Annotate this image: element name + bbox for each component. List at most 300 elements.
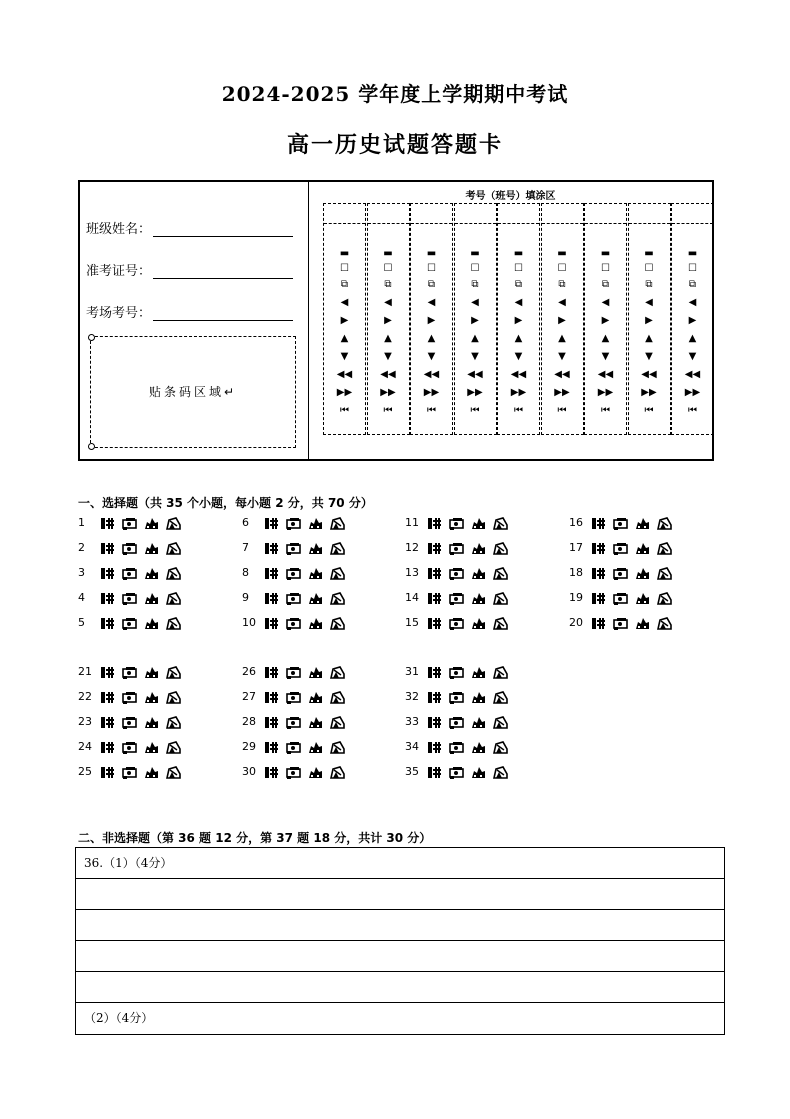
option-d-icon[interactable]	[166, 716, 181, 729]
option-a-icon[interactable]	[100, 517, 115, 530]
option-a-icon[interactable]	[427, 766, 442, 779]
option-b-icon[interactable]	[122, 666, 137, 679]
fill-bubble-icon[interactable]: ☐	[688, 263, 697, 274]
option-c-icon[interactable]	[471, 741, 486, 754]
fill-bubble-icon[interactable]: ◀◀	[684, 369, 701, 380]
mc-question	[242, 739, 352, 755]
option-a-icon[interactable]	[264, 517, 279, 530]
question-number: 23	[78, 715, 92, 728]
fill-bubble-icon[interactable]: ▶	[688, 315, 697, 326]
option-c-icon[interactable]	[144, 716, 159, 729]
mc-question	[242, 714, 352, 730]
fill-bubble-icon[interactable]: ▬	[339, 248, 350, 259]
option-c-icon[interactable]	[471, 666, 486, 679]
room-seat-field[interactable]	[86, 302, 293, 321]
option-a-icon[interactable]	[591, 617, 606, 630]
exam-title: 2024-2025 学年度上学期期中考试	[221, 82, 569, 106]
option-a-icon[interactable]	[100, 592, 115, 605]
fill-bubble-icon[interactable]: ▲	[645, 333, 653, 344]
room-seat-label: 考场考号：	[86, 306, 152, 321]
option-b-icon[interactable]	[449, 691, 464, 704]
option-d-icon[interactable]	[657, 617, 672, 630]
option-b-icon[interactable]	[286, 741, 301, 754]
option-b-icon[interactable]	[613, 517, 628, 530]
answer-row[interactable]	[76, 910, 724, 941]
id-digit-column[interactable]	[410, 203, 453, 435]
option-c-icon[interactable]	[635, 617, 650, 630]
option-a-icon[interactable]	[427, 666, 442, 679]
option-b-icon[interactable]	[449, 542, 464, 555]
fill-bubble-icon[interactable]: ▶▶	[641, 387, 657, 398]
option-b-icon[interactable]	[286, 691, 301, 704]
section2-title: 二、非选择题（第 36 题 12 分，第 37 题 18 分，共计 30 分）	[78, 831, 432, 845]
mc-question	[242, 764, 352, 780]
id-digit-column[interactable]	[541, 203, 584, 435]
question-number: 5	[78, 616, 85, 629]
fill-bubble-icon[interactable]: ☐	[383, 263, 393, 274]
answer-row[interactable]	[76, 1003, 724, 1034]
option-c-icon[interactable]	[144, 517, 159, 530]
option-d-icon[interactable]	[330, 766, 345, 779]
option-b-icon[interactable]	[122, 741, 137, 754]
option-c-icon[interactable]	[144, 666, 159, 679]
option-b-icon[interactable]	[286, 567, 301, 580]
option-d-icon[interactable]	[330, 666, 345, 679]
option-c-icon[interactable]	[144, 542, 159, 555]
id-digit-column[interactable]	[497, 203, 540, 435]
option-c-icon[interactable]	[308, 517, 323, 530]
fill-bubble-icon[interactable]: ☐	[340, 263, 349, 274]
fill-bubble-icon[interactable]: ⏮	[427, 405, 436, 416]
mc-question	[242, 689, 352, 705]
option-d-icon[interactable]	[657, 592, 672, 605]
fill-bubble-icon[interactable]: ▶▶	[380, 387, 396, 398]
option-b-icon[interactable]	[122, 766, 137, 779]
option-d-icon[interactable]	[493, 592, 508, 605]
option-d-icon[interactable]	[493, 517, 508, 530]
option-c-icon[interactable]	[144, 617, 159, 630]
fill-bubble-icon[interactable]: ⧉	[471, 279, 479, 290]
fill-bubble-icon[interactable]: ◀	[340, 297, 349, 308]
section1-title: 一、选择题（共 35 个小题，每小题 2 分，共 70 分）	[78, 496, 373, 510]
question-number: 35	[405, 765, 419, 778]
option-c-icon[interactable]	[635, 542, 650, 555]
option-c-icon[interactable]	[308, 691, 323, 704]
fill-bubble-icon[interactable]: ◀◀	[554, 369, 570, 380]
mc-question	[78, 540, 188, 556]
option-b-icon[interactable]	[449, 517, 464, 530]
fill-bubble-icon[interactable]: ⧉	[601, 279, 610, 290]
option-b-icon[interactable]	[449, 766, 464, 779]
fill-bubble-icon[interactable]: ▲	[471, 333, 479, 344]
fill-bubble-icon[interactable]: ☐	[644, 263, 654, 274]
option-c-icon[interactable]	[471, 592, 486, 605]
option-b-icon[interactable]	[449, 741, 464, 754]
option-b-icon[interactable]	[122, 517, 137, 530]
fill-bubble-icon[interactable]: ◀◀	[423, 369, 440, 380]
fill-bubble-icon[interactable]: ▲	[427, 333, 436, 344]
option-c-icon[interactable]	[308, 741, 323, 754]
option-d-icon[interactable]	[330, 567, 345, 580]
option-b-icon[interactable]	[613, 592, 628, 605]
option-c-icon[interactable]	[308, 766, 323, 779]
fill-bubble-icon[interactable]: ◀	[688, 297, 697, 308]
fill-bubble-icon[interactable]: ☐	[470, 263, 480, 274]
fill-bubble-icon[interactable]: ⧉	[558, 279, 566, 290]
fill-bubble-icon[interactable]: ▼	[601, 351, 610, 362]
question-number: 26	[242, 665, 256, 678]
fill-bubble-icon[interactable]: ◀◀	[467, 369, 483, 380]
fill-bubble-icon[interactable]: ⏮	[383, 405, 393, 416]
mc-question	[242, 565, 352, 581]
option-d-icon[interactable]	[493, 567, 508, 580]
fill-bubble-icon[interactable]: ▶▶	[336, 387, 353, 398]
option-d-icon[interactable]	[330, 617, 345, 630]
fill-bubble-icon[interactable]: ◀◀	[510, 369, 527, 380]
question-number: 3	[78, 566, 85, 579]
option-b-icon[interactable]	[122, 716, 137, 729]
fill-bubble-icon[interactable]: ▶	[384, 315, 392, 326]
fill-bubble-icon[interactable]: ▬	[644, 248, 654, 259]
corner-marker	[88, 443, 95, 450]
option-c-icon[interactable]	[635, 592, 650, 605]
option-d-icon[interactable]	[657, 542, 672, 555]
id-digit-column[interactable]	[584, 203, 627, 435]
option-a-icon[interactable]	[100, 542, 115, 555]
option-b-icon[interactable]	[286, 666, 301, 679]
fill-bubble-icon[interactable]: ▬	[426, 248, 437, 259]
corner-marker	[88, 334, 95, 341]
option-c-icon[interactable]	[308, 617, 323, 630]
mc-question	[242, 515, 352, 531]
option-b-icon[interactable]	[449, 567, 464, 580]
option-c-icon[interactable]	[308, 542, 323, 555]
option-a-icon[interactable]	[591, 592, 606, 605]
option-d-icon[interactable]	[166, 567, 181, 580]
option-d-icon[interactable]	[330, 716, 345, 729]
fill-bubble-icon[interactable]: ▬	[470, 248, 480, 259]
fill-bubble-icon[interactable]: ◀	[514, 297, 523, 308]
option-a-icon[interactable]	[264, 617, 279, 630]
option-d-icon[interactable]	[330, 542, 345, 555]
question-number: 16	[569, 516, 583, 529]
option-c-icon[interactable]	[144, 766, 159, 779]
option-c-icon[interactable]	[471, 567, 486, 580]
fill-bubble-icon[interactable]: ⏮	[514, 405, 523, 416]
option-d-icon[interactable]	[493, 716, 508, 729]
mc-question	[405, 590, 515, 606]
option-d-icon[interactable]	[493, 691, 508, 704]
option-b-icon[interactable]	[286, 617, 301, 630]
fill-bubble-icon[interactable]: ⏮	[688, 405, 697, 416]
fill-bubble-icon[interactable]: ⏮	[644, 405, 654, 416]
fill-bubble-icon[interactable]: ◀◀	[380, 369, 396, 380]
fill-bubble-icon[interactable]: ☐	[514, 263, 523, 274]
option-a-icon[interactable]	[264, 766, 279, 779]
option-d-icon[interactable]	[166, 766, 181, 779]
fill-bubble-icon[interactable]: ◀	[601, 297, 610, 308]
option-a-icon[interactable]	[264, 542, 279, 555]
fill-bubble-icon[interactable]: ⏮	[340, 405, 349, 416]
fill-bubble-icon[interactable]: ⧉	[427, 279, 436, 290]
option-a-icon[interactable]	[264, 592, 279, 605]
fill-bubble-icon[interactable]: ◀	[384, 297, 392, 308]
mc-question	[569, 615, 679, 631]
id-digit-cell	[411, 204, 452, 224]
question-number: 25	[78, 765, 92, 778]
option-a-icon[interactable]	[427, 716, 442, 729]
option-b-icon[interactable]	[122, 542, 137, 555]
option-c-icon[interactable]	[635, 517, 650, 530]
option-b-icon[interactable]	[286, 592, 301, 605]
question-number: 8	[242, 566, 249, 579]
fill-bubble-icon[interactable]: ◀◀	[597, 369, 614, 380]
exam-id-line	[153, 264, 293, 279]
option-d-icon[interactable]	[657, 517, 672, 530]
question-number: 34	[405, 740, 419, 753]
fill-bubble-icon[interactable]: ▼	[340, 351, 349, 362]
option-d-icon[interactable]	[493, 766, 508, 779]
fill-bubble-icon[interactable]: ▼	[645, 351, 653, 362]
option-d-icon[interactable]	[166, 517, 181, 530]
mc-question	[242, 590, 352, 606]
fill-bubble-icon[interactable]: ⏮	[470, 405, 480, 416]
option-c-icon[interactable]	[471, 542, 486, 555]
option-d-icon[interactable]	[330, 517, 345, 530]
option-c-icon[interactable]	[144, 592, 159, 605]
option-b-icon[interactable]	[122, 592, 137, 605]
question-number: 2	[78, 541, 85, 554]
option-d-icon[interactable]	[493, 741, 508, 754]
option-a-icon[interactable]	[427, 741, 442, 754]
fill-bubble-icon[interactable]: ⏮	[557, 405, 567, 416]
option-d-icon[interactable]	[166, 542, 181, 555]
option-a-icon[interactable]	[591, 542, 606, 555]
option-a-icon[interactable]	[264, 716, 279, 729]
mc-question	[405, 714, 515, 730]
fill-bubble-icon[interactable]: ☐	[427, 263, 436, 274]
mc-question	[78, 714, 188, 730]
option-b-icon[interactable]	[449, 592, 464, 605]
id-digit-cell	[585, 204, 626, 224]
option-d-icon[interactable]	[330, 592, 345, 605]
option-a-icon[interactable]	[427, 567, 442, 580]
option-a-icon[interactable]	[427, 617, 442, 630]
option-b-icon[interactable]	[449, 617, 464, 630]
option-a-icon[interactable]	[264, 567, 279, 580]
fill-bubble-icon[interactable]: ▲	[558, 333, 566, 344]
fill-bubble-icon[interactable]: ▶	[471, 315, 479, 326]
option-b-icon[interactable]	[286, 716, 301, 729]
option-b-icon[interactable]	[613, 567, 628, 580]
option-b-icon[interactable]	[122, 567, 137, 580]
option-c-icon[interactable]	[308, 592, 323, 605]
room-seat-line	[153, 306, 293, 321]
fill-bubble-icon[interactable]: ◀	[645, 297, 653, 308]
fill-bubble-icon[interactable]: ▶▶	[423, 387, 440, 398]
option-a-icon[interactable]	[264, 691, 279, 704]
option-c-icon[interactable]	[308, 666, 323, 679]
mc-question	[569, 565, 679, 581]
option-a-icon[interactable]	[427, 592, 442, 605]
fill-bubble-icon[interactable]: ▬	[557, 248, 567, 259]
fill-bubble-icon[interactable]: ☐	[601, 263, 610, 274]
option-b-icon[interactable]	[449, 666, 464, 679]
option-d-icon[interactable]	[493, 666, 508, 679]
fill-bubble-icon[interactable]: ▬	[513, 248, 524, 259]
option-d-icon[interactable]	[493, 617, 508, 630]
fill-bubble-icon[interactable]: ▶▶	[554, 387, 570, 398]
option-a-icon[interactable]	[100, 567, 115, 580]
mc-question	[78, 515, 188, 531]
class-name-field[interactable]	[86, 218, 293, 237]
option-a-icon[interactable]	[100, 617, 115, 630]
option-d-icon[interactable]	[330, 741, 345, 754]
fill-bubble-icon[interactable]: ◀	[558, 297, 566, 308]
fill-bubble-icon[interactable]: ▲	[514, 333, 523, 344]
fill-bubble-icon[interactable]: ▶▶	[597, 387, 614, 398]
option-d-icon[interactable]	[330, 691, 345, 704]
option-b-icon[interactable]	[613, 542, 628, 555]
fill-bubble-icon[interactable]: ▶	[558, 315, 566, 326]
id-digit-column[interactable]	[671, 203, 714, 435]
fill-bubble-icon[interactable]: ▶▶	[467, 387, 483, 398]
option-b-icon[interactable]	[286, 517, 301, 530]
option-a-icon[interactable]	[100, 666, 115, 679]
id-digit-column[interactable]	[323, 203, 366, 435]
option-d-icon[interactable]	[166, 666, 181, 679]
option-d-icon[interactable]	[657, 567, 672, 580]
mc-question	[405, 515, 515, 531]
option-c-icon[interactable]	[635, 567, 650, 580]
option-d-icon[interactable]	[166, 741, 181, 754]
option-d-icon[interactable]	[166, 617, 181, 630]
option-c-icon[interactable]	[471, 617, 486, 630]
option-a-icon[interactable]	[100, 741, 115, 754]
fill-bubble-icon[interactable]: ▲	[384, 333, 392, 344]
fill-bubble-icon[interactable]: ◀	[471, 297, 479, 308]
option-b-icon[interactable]	[286, 542, 301, 555]
fill-bubble-icon[interactable]: ▶	[340, 315, 349, 326]
option-a-icon[interactable]	[264, 666, 279, 679]
option-c-icon[interactable]	[144, 691, 159, 704]
fill-bubble-icon[interactable]: ⧉	[688, 279, 697, 290]
option-d-icon[interactable]	[493, 542, 508, 555]
option-a-icon[interactable]	[264, 741, 279, 754]
mc-question	[78, 615, 188, 631]
fill-bubble-icon[interactable]: ⧉	[384, 279, 392, 290]
option-c-icon[interactable]	[308, 567, 323, 580]
id-digit-column[interactable]	[367, 203, 410, 435]
fill-bubble-icon[interactable]: ▲	[688, 333, 697, 344]
id-digit-column[interactable]	[628, 203, 671, 435]
answer-row[interactable]	[76, 848, 724, 879]
option-a-icon[interactable]	[100, 691, 115, 704]
fill-bubble-icon[interactable]: ☐	[557, 263, 567, 274]
answer-row[interactable]	[76, 879, 724, 910]
option-a-icon[interactable]	[591, 567, 606, 580]
option-b-icon[interactable]	[286, 766, 301, 779]
fill-bubble-icon[interactable]: ▶	[427, 315, 436, 326]
question-number: 21	[78, 665, 92, 678]
fill-bubble-icon[interactable]: ◀◀	[641, 369, 657, 380]
fill-bubble-icon[interactable]: ▬	[600, 248, 611, 259]
fill-bubble-icon[interactable]: ▶	[601, 315, 610, 326]
fill-bubble-icon[interactable]: ▼	[514, 351, 523, 362]
fill-bubble-icon[interactable]: ⧉	[645, 279, 653, 290]
option-c-icon[interactable]	[471, 517, 486, 530]
fill-bubble-icon[interactable]: ▶	[645, 315, 653, 326]
fill-bubble-icon[interactable]: ▼	[427, 351, 436, 362]
fill-bubble-icon[interactable]: ▼	[384, 351, 392, 362]
mc-question	[78, 664, 188, 680]
mc-question	[78, 590, 188, 606]
fill-bubble-icon[interactable]: ⏮	[601, 405, 610, 416]
option-b-icon[interactable]	[613, 617, 628, 630]
fill-bubble-icon[interactable]: ▲	[340, 333, 349, 344]
option-c-icon[interactable]	[471, 691, 486, 704]
fill-bubble-icon[interactable]: ▬	[687, 248, 698, 259]
option-c-icon[interactable]	[471, 716, 486, 729]
id-digit-cell	[672, 204, 713, 224]
option-d-icon[interactable]	[166, 691, 181, 704]
fill-bubble-icon[interactable]: ⧉	[514, 279, 523, 290]
mc-question	[405, 664, 515, 680]
option-c-icon[interactable]	[144, 741, 159, 754]
id-digit-column[interactable]	[454, 203, 497, 435]
fill-bubble-icon[interactable]: ▶	[514, 315, 523, 326]
question-number: 30	[242, 765, 256, 778]
question-number: 12	[405, 541, 419, 554]
id-digit-cell	[498, 204, 539, 224]
fill-bubble-icon[interactable]: ▼	[688, 351, 697, 362]
option-b-icon[interactable]	[122, 617, 137, 630]
fill-bubble-icon[interactable]: ◀◀	[336, 369, 353, 380]
fill-bubble-icon[interactable]: ▬	[383, 248, 393, 259]
option-a-icon[interactable]	[591, 517, 606, 530]
option-a-icon[interactable]	[427, 691, 442, 704]
fill-bubble-icon[interactable]: ▶▶	[510, 387, 527, 398]
option-a-icon[interactable]	[100, 766, 115, 779]
id-digit-cell	[368, 204, 409, 224]
question-number: 15	[405, 616, 419, 629]
fill-bubble-icon[interactable]: ▼	[558, 351, 566, 362]
mc-question	[569, 515, 679, 531]
question-number: 31	[405, 665, 419, 678]
fill-bubble-icon[interactable]: ▲	[601, 333, 610, 344]
option-a-icon[interactable]	[100, 716, 115, 729]
question-number: 6	[242, 516, 249, 529]
class-name-label: 班级姓名：	[86, 222, 152, 237]
fill-bubble-icon[interactable]: ▼	[471, 351, 479, 362]
id-digit-cell	[455, 204, 496, 224]
option-a-icon[interactable]	[427, 517, 442, 530]
fill-bubble-icon[interactable]: ◀	[427, 297, 436, 308]
option-c-icon[interactable]	[471, 766, 486, 779]
option-b-icon[interactable]	[122, 691, 137, 704]
fill-bubble-icon[interactable]: ⧉	[340, 279, 349, 290]
exam-id-field[interactable]	[86, 260, 293, 279]
fill-bubble-icon[interactable]: ▶▶	[684, 387, 701, 398]
answer-row[interactable]	[76, 941, 724, 972]
option-b-icon[interactable]	[449, 716, 464, 729]
option-a-icon[interactable]	[427, 542, 442, 555]
option-c-icon[interactable]	[308, 716, 323, 729]
option-c-icon[interactable]	[144, 567, 159, 580]
mc-question	[405, 540, 515, 556]
option-d-icon[interactable]	[166, 592, 181, 605]
answer-row[interactable]	[76, 972, 724, 1003]
